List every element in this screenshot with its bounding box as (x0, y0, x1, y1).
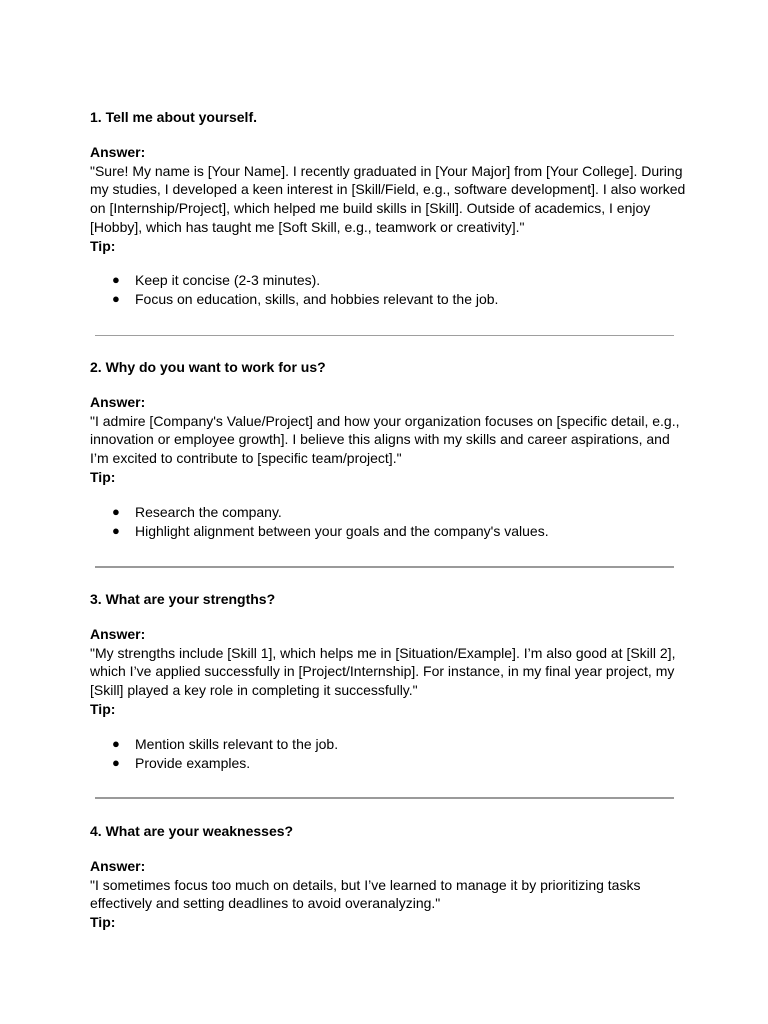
question-heading: 4. What are your weaknesses? (90, 823, 294, 839)
list-item (90, 735, 690, 754)
bullet-icon: ● (112, 272, 120, 288)
answer-line: "I admire [Company's Value/Project] and how your organization focuses on [specific detail, e.g., (90, 412, 680, 429)
answer-text (90, 162, 690, 237)
answer-label: Answer: (90, 626, 146, 642)
list-item (90, 522, 690, 541)
question-heading: 3. What are your strengths? (90, 591, 276, 607)
answer-text (90, 412, 690, 468)
answer-line: [Hobby], which has taught me [Soft Skill, e.g., teamwork or creativity]." (90, 218, 525, 235)
answer-label: Answer: (90, 858, 146, 874)
answer-line: [Skill] played a key role in completing it successfully." (90, 682, 418, 699)
section-divider (95, 566, 674, 568)
list-item (90, 754, 690, 773)
answer-line: "My strengths include [Skill 1], which helps me in [Situation/Example]. I’m also good at [Skill 2], (90, 644, 676, 661)
bullet-icon: ● (112, 291, 120, 307)
tip-text: Research the company. (135, 503, 282, 520)
question-heading: 2. Why do you want to work for us? (90, 359, 326, 375)
tip-list (90, 503, 690, 541)
question-heading: 1. Tell me about yourself. (90, 109, 258, 125)
answer-line: on [Internship/Project], which helped me build skills in [Skill]. Outside of academics, I enjoy (90, 200, 651, 217)
answer-text (90, 876, 690, 913)
list-item (90, 271, 690, 290)
tip-label: Tip: (90, 700, 116, 717)
answer-line: innovation or employee growth]. I believe this aligns with my skills and career aspirations, and (90, 431, 670, 448)
answer-line: which I’ve applied successfully in [Project/Internship]. For instance, in my final year project, my (90, 663, 675, 680)
question-section-2 (90, 358, 690, 541)
tip-label: Tip: (90, 237, 116, 254)
question-section-4 (90, 822, 690, 932)
tip-list (90, 735, 690, 773)
bullet-icon: ● (112, 735, 120, 751)
section-divider (95, 335, 674, 336)
answer-line: "Sure! My name is [Your Name]. I recently graduated in [Your Major] from [Your College]. During (90, 162, 683, 179)
question-section-3 (90, 590, 690, 773)
bullet-icon: ● (112, 522, 120, 538)
tip-text: Keep it concise (2-3 minutes). (135, 272, 321, 289)
tip-text: Focus on education, skills, and hobbies relevant to the job. (135, 291, 499, 308)
answer-line: I’m excited to contribute to [specific team/project]." (90, 450, 402, 467)
tip-list (90, 271, 690, 309)
section-divider (95, 797, 674, 799)
answer-label: Answer: (90, 144, 146, 160)
tip-text: Mention skills relevant to the job. (135, 735, 339, 752)
tip-label: Tip: (90, 914, 116, 931)
answer-line: "I sometimes focus too much on details, but I’ve learned to manage it by prioritizing tasks (90, 876, 641, 893)
answer-line: my studies, I developed a keen interest in [Skill/Field, e.g., software development]. I also worked (90, 181, 686, 198)
tip-text: Highlight alignment between your goals and the company's values. (135, 522, 549, 539)
tip-label: Tip: (90, 468, 116, 485)
question-section-1 (90, 108, 690, 309)
answer-line: effectively and setting deadlines to avoid overanalyzing." (90, 895, 441, 912)
answer-text (90, 644, 690, 700)
list-item (90, 290, 690, 309)
bullet-icon: ● (112, 754, 120, 770)
answer-label: Answer: (90, 394, 146, 410)
list-item (90, 503, 690, 522)
bullet-icon: ● (112, 503, 120, 519)
tip-text: Provide examples. (135, 754, 251, 771)
